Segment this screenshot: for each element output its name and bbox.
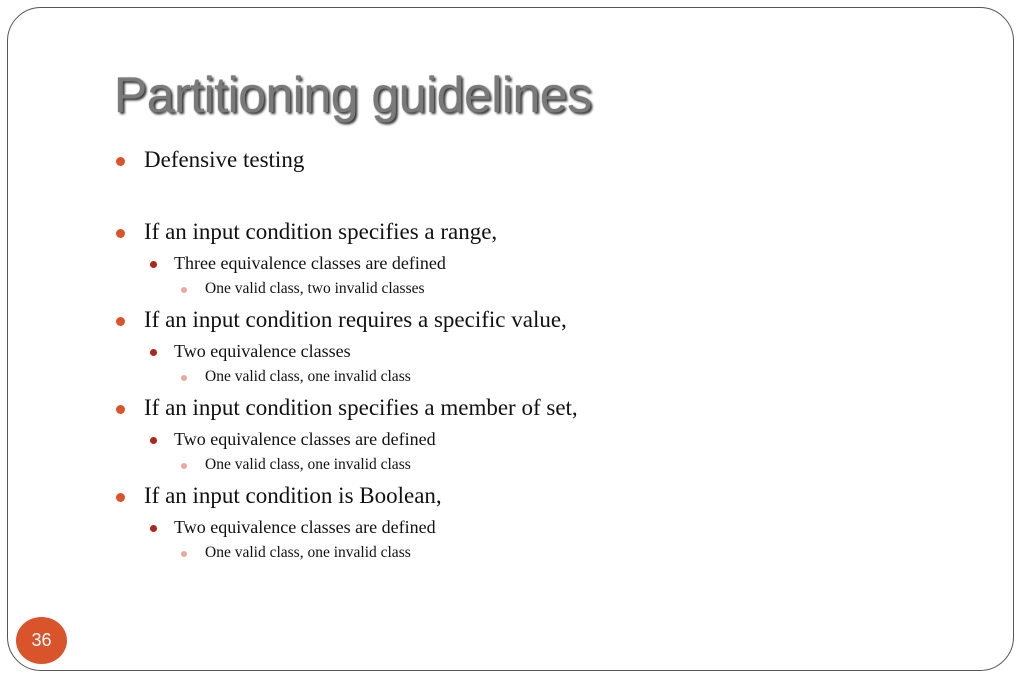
bullet-text: One valid class, one invalid class	[205, 368, 411, 385]
sub-bullet-item	[174, 253, 446, 274]
bullet-text: Two equivalence classes	[174, 341, 351, 361]
bullet-dot-icon	[116, 405, 125, 414]
bullet-dot-icon	[181, 287, 187, 293]
page-number-badge: 36	[16, 617, 67, 664]
bullet-dot-icon	[150, 525, 157, 532]
bullet-item	[144, 395, 578, 421]
bullet-dot-icon	[181, 463, 187, 469]
bullet-text: Two equivalence classes are defined	[174, 429, 436, 449]
bullet-item	[144, 147, 304, 173]
bullet-dot-icon	[150, 261, 157, 268]
sub-sub-bullet-item	[205, 280, 425, 298]
bullet-dot-icon	[116, 317, 125, 326]
sub-bullet-item	[174, 341, 351, 362]
bullet-dot-icon	[116, 157, 125, 166]
sub-bullet-item	[174, 517, 436, 538]
bullet-text: Three equivalence classes are defined	[174, 253, 446, 273]
bullet-text: If an input condition requires a specific value,	[144, 307, 567, 332]
bullet-dot-icon	[116, 493, 125, 502]
bullet-dot-icon	[150, 349, 157, 356]
bullet-dot-icon	[181, 375, 187, 381]
bullet-text: If an input condition is Boolean,	[144, 483, 442, 508]
sub-sub-bullet-item	[205, 544, 411, 562]
bullet-item	[144, 483, 442, 509]
bullet-text: Defensive testing	[144, 147, 305, 172]
sub-sub-bullet-item	[205, 368, 411, 386]
bullet-text: Two equivalence classes are defined	[174, 517, 436, 537]
sub-sub-bullet-item	[205, 456, 411, 474]
bullet-text: One valid class, one invalid class	[205, 544, 411, 561]
bullet-dot-icon	[181, 551, 187, 557]
bullet-item	[144, 219, 497, 245]
bullet-dot-icon	[150, 437, 157, 444]
slide-title: Partitioning guidelines	[114, 67, 592, 123]
bullet-item	[144, 307, 567, 333]
bullet-dot-icon	[116, 229, 125, 238]
bullet-text: One valid class, two invalid classes	[205, 280, 425, 297]
sub-bullet-item	[174, 429, 436, 450]
bullet-text: One valid class, one invalid class	[205, 456, 411, 473]
bullet-text: If an input condition specifies a range,	[144, 219, 498, 244]
bullet-text: If an input condition specifies a member of set,	[144, 395, 578, 420]
